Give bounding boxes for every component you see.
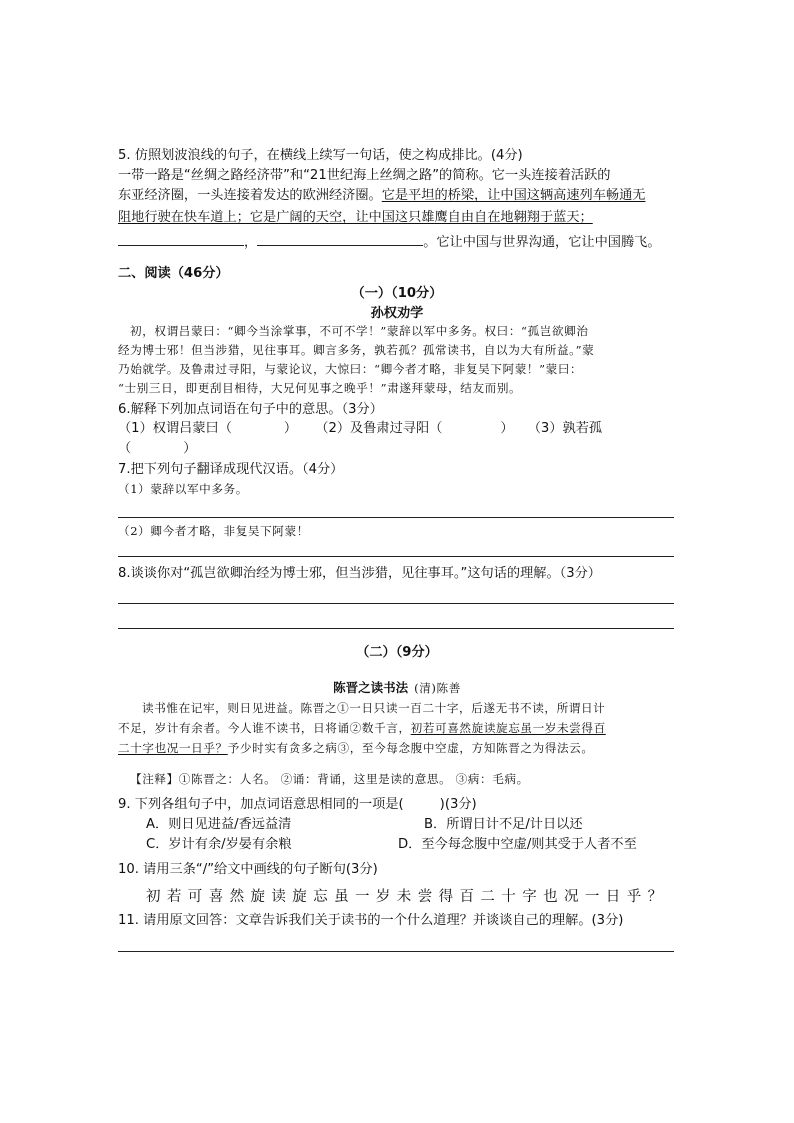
part2-underlined-sentence-part1: 初若可喜然旋读旋忘虽一岁未尝得百 <box>410 721 606 735</box>
part1-heading: （一）（10分） <box>351 286 443 301</box>
q9-question <box>118 795 477 815</box>
section-2-title: 二、阅读（46分） <box>118 266 229 281</box>
part2-line3-plain: 予少时实有贪多之病③，至今每念腹中空虚，方知陈晋之为得法云。 <box>227 741 594 755</box>
part2-line2-plain: 不足，岁计有余者。今人谁不读书，日将诵②数千言， <box>118 721 411 735</box>
part2-text-line3 <box>118 740 594 756</box>
q5-paragraph-line2 <box>118 186 646 206</box>
part2-text-line1: 读书惟在记牢，则日见进益。陈晋之①一日只读一百二十字，后遂无书不读，所谓日计 <box>142 701 606 715</box>
q9-question-text: 9. 下列各组句子中，加点词语意思相同的一项是( <box>118 797 404 812</box>
q5-ending: 。它让中国与世界沟通，它让中国腾飞。 <box>423 235 661 250</box>
part1-text-line2: 经为博士邪！但当涉猎，见往事耳。卿言多务，孰若孤？孤常读书，自以为大有所益。”蒙 <box>118 343 595 357</box>
q6-item2-close: ） <box>500 421 514 436</box>
q6-item3-close: ） <box>183 441 197 456</box>
part1-text-line1: 初，权谓吕蒙曰：“卿今当涂掌事，不可不学！”蒙辞以军中多务。权曰：“孤岂欲卿治 <box>130 324 589 338</box>
q5-fill-line <box>118 231 661 253</box>
q5-paragraph-line1: 一带一路是“丝绸之路经济带”和“21世纪海上丝绸之路”的简称。它一头连接着活跃的 <box>118 168 611 183</box>
q10-sentence: 初若可喜然旋读旋忘虽一岁未尝得百二十字也况一日乎？ <box>146 889 669 905</box>
q10-question: 10. 请用三条“/”给文中画线的句子断句(3分) <box>118 862 378 877</box>
q5-question: 5. 仿照划波浪线的句子，在横线上续写一句话，使之构成排比。(4分) <box>118 148 523 163</box>
part2-title-row <box>118 678 676 696</box>
part2-heading: （二）（9分） <box>356 645 438 660</box>
part2-title: 陈晋之读书法 <box>333 680 409 695</box>
q5-answer-blank-1[interactable] <box>118 231 244 246</box>
q7-sentence1: （1）蒙辞以军中多务。 <box>118 482 248 496</box>
part1-title: 孙权劝学 <box>370 306 424 321</box>
part1-text-line3: 乃始就学。及鲁肃过寻阳，与蒙论议，大惊曰：“卿今者才略，非复吴下阿蒙！”蒙曰： <box>118 362 583 376</box>
q6-item1-close: ） <box>283 421 298 436</box>
q6-item2: （2）及鲁肃过寻阳（ <box>315 421 443 436</box>
part2-author: (清)陈善 <box>414 681 461 695</box>
q7-answer-line2[interactable] <box>118 556 674 557</box>
q6-question: 6.解释下列加点词语在句子中的意思。（3分） <box>118 402 383 417</box>
q5-answer-blank-2[interactable] <box>257 231 423 246</box>
q11-question: 11. 请用原文回答：文章告诉我们关于读书的一个什么道理？并谈谈自己的理解。(3分) <box>118 913 624 928</box>
q9-option-c: C．岁计有余/岁晏有余粮 <box>146 837 292 852</box>
q5-model-sentence-part1: 它是平坦的桥梁，让中国这辆高速列车畅通无 <box>381 188 646 203</box>
part1-text-line4: “士别三日，即更刮目相待，大兄何见事之晚乎！”肃遂拜蒙母，结友而别。 <box>118 381 522 395</box>
q8-question: 8.谈谈你对“孤岂欲卿治经为博士邪，但当涉猎，见往事耳。”这句话的理解。（3分） <box>118 566 601 581</box>
q7-sentence2: （2）卿今者才略，非复吴下阿蒙！ <box>118 524 309 538</box>
q6-item3: （3）孰若孤 <box>527 421 603 436</box>
part2-notes: 【注释】①陈晋之：人名。 ②诵：背诵，这里是读的意思。 ③病：毛病。 <box>130 772 529 786</box>
q9-option-b: B．所谓日计不足/计日以还 <box>424 817 583 832</box>
q5-separator: ， <box>244 235 258 250</box>
q5-plain-text: 东亚经济圈，一头连接着发达的欧洲经济圈。 <box>118 188 382 203</box>
q5-model-sentence-part2: 阻地行驶在快车道上；它是广阔的天空，让中国这只雄鹰自由自在地翱翔于蓝天； <box>118 210 593 225</box>
q11-answer-line[interactable] <box>118 951 674 952</box>
q6-item3-open: （ <box>118 441 132 456</box>
part2-underlined-sentence-part2: 二十字也况一日乎？ <box>118 741 228 755</box>
q9-option-d: D．至今每念腹中空虚/则其受于人者不至 <box>398 837 637 852</box>
q7-question: 7.把下列句子翻译成现代汉语。（4分） <box>118 462 344 477</box>
q8-answer-line1[interactable] <box>118 603 674 604</box>
q6-item1: （1）权谓吕蒙曰（ <box>118 421 232 436</box>
q8-answer-line2[interactable] <box>118 628 674 629</box>
q6-items <box>118 419 602 439</box>
q9-question-end: )(3分) <box>439 797 477 812</box>
q6-item3-answer <box>118 439 196 459</box>
part2-text-line2 <box>118 720 606 736</box>
q7-answer-line1[interactable] <box>118 517 674 518</box>
q9-option-a: A．则日见进益/香远益清 <box>146 817 292 832</box>
